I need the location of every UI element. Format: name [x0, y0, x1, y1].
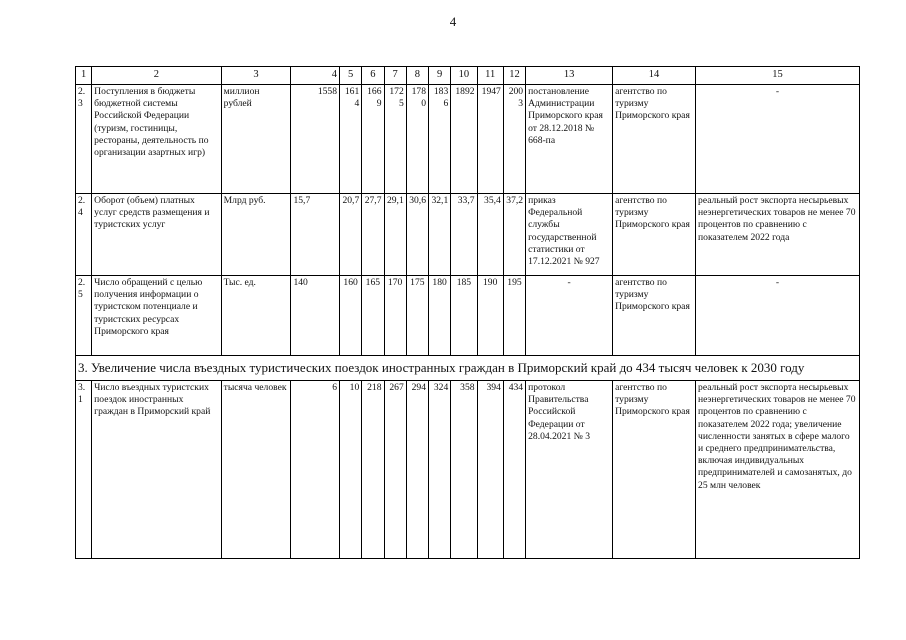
value-cell: 37,2	[503, 194, 525, 276]
header-cell: 10	[451, 67, 477, 85]
source-document: приказ Федеральной службы государственной статистики от 17.12.2021 № 927	[526, 194, 613, 276]
related-goal: -	[696, 85, 860, 194]
table-row	[76, 194, 860, 276]
related-goal: реальный рост экспорта несырьевых неэнергетических товаров не менее 70 процентов по сравнению с показателем 2022 года	[696, 194, 860, 276]
header-cell: 3	[221, 67, 291, 85]
header-cell: 11	[477, 67, 503, 85]
indicator-name: Оборот (объем) платных услуг средств размещения и туристских услуг	[92, 194, 221, 276]
section-row	[76, 356, 860, 381]
value-cell: 6	[291, 381, 340, 559]
header-cell: 9	[429, 67, 451, 85]
value-cell: 1725	[384, 85, 406, 194]
value-cell: 32,1	[429, 194, 451, 276]
value-cell: 165	[362, 276, 384, 356]
row-id: 2.3	[76, 85, 92, 194]
header-row	[76, 67, 860, 85]
section-title: 3. Увеличение числа въездных туристических поездок иностранных граждан в Приморский край до 434 тысяч человек к 2030 году	[76, 356, 860, 381]
header-cell: 14	[613, 67, 696, 85]
value-cell: 218	[362, 381, 384, 559]
unit: миллион рублей	[221, 85, 291, 194]
value-cell: 1892	[451, 85, 477, 194]
value-cell: 27,7	[362, 194, 384, 276]
value-cell: 1836	[429, 85, 451, 194]
value-cell: 1947	[477, 85, 503, 194]
value-cell: 29,1	[384, 194, 406, 276]
table-row	[76, 381, 860, 559]
related-goal: -	[696, 276, 860, 356]
header-cell: 4	[291, 67, 340, 85]
value-cell: 294	[406, 381, 428, 559]
responsible-body: агентство по туризму Приморского края	[613, 276, 696, 356]
header-cell: 13	[526, 67, 613, 85]
value-cell: 2003	[503, 85, 525, 194]
unit: Млрд руб.	[221, 194, 291, 276]
value-cell: 358	[451, 381, 477, 559]
header-cell: 2	[92, 67, 221, 85]
row-id: 3.1	[76, 381, 92, 559]
indicator-name: Число обращений с целью получения информации о туристском потенциале и туристских ресурсах Приморского края	[92, 276, 221, 356]
indicator-name: Поступления в бюджеты бюджетной системы Российской Федерации (туризм, гостиницы, рестораны, деятельность по организации азартных игр)	[92, 85, 221, 194]
value-cell: 1614	[340, 85, 362, 194]
value-cell: 170	[384, 276, 406, 356]
value-cell: 35,4	[477, 194, 503, 276]
header-cell: 15	[696, 67, 860, 85]
value-cell: 33,7	[451, 194, 477, 276]
value-cell: 394	[477, 381, 503, 559]
page-number: 4	[449, 14, 457, 29]
value-cell: 324	[429, 381, 451, 559]
responsible-body: агентство по туризму Приморского края	[613, 85, 696, 194]
value-cell: 30,6	[406, 194, 428, 276]
value-cell: 190	[477, 276, 503, 356]
indicator-name: Число въездных туристских поездок иностранных граждан в Приморский край	[92, 381, 221, 559]
value-cell: 1669	[362, 85, 384, 194]
header-cell: 1	[76, 67, 92, 85]
unit: тысяча человек	[221, 381, 291, 559]
indicators-table	[75, 66, 860, 559]
value-cell: 434	[503, 381, 525, 559]
value-cell: 195	[503, 276, 525, 356]
value-cell: 1558	[291, 85, 340, 194]
header-cell: 12	[503, 67, 525, 85]
related-goal: реальный рост экспорта несырьевых неэнергетических товаров не менее 70 процентов по сравнению с показателем 2022 года; увеличение численности занятых в сфере малого и среднего предпринимательства, включая индивидуальных предпринимателей и самозанятых, до 25 млн человек	[696, 381, 860, 559]
header-cell: 6	[362, 67, 384, 85]
responsible-body: агентство по туризму Приморского края	[613, 194, 696, 276]
value-cell: 20,7	[340, 194, 362, 276]
header-cell: 7	[384, 67, 406, 85]
source-document: -	[526, 276, 613, 356]
source-document: постановление Администрации Приморского края от 28.12.2018 № 668-па	[526, 85, 613, 194]
value-cell: 15,7	[291, 194, 340, 276]
value-cell: 10	[340, 381, 362, 559]
responsible-body: агентство по туризму Приморского края	[613, 381, 696, 559]
value-cell: 1780	[406, 85, 428, 194]
row-id: 2.5	[76, 276, 92, 356]
table-row	[76, 85, 860, 194]
header-cell: 5	[340, 67, 362, 85]
table-row	[76, 276, 860, 356]
header-cell: 8	[406, 67, 428, 85]
value-cell: 180	[429, 276, 451, 356]
value-cell: 267	[384, 381, 406, 559]
value-cell: 160	[340, 276, 362, 356]
value-cell: 185	[451, 276, 477, 356]
value-cell: 175	[406, 276, 428, 356]
unit: Тыс. ед.	[221, 276, 291, 356]
source-document: протокол Правительства Российской Федерации от 28.04.2021 № 3	[526, 381, 613, 559]
value-cell: 140	[291, 276, 340, 356]
row-id: 2.4	[76, 194, 92, 276]
